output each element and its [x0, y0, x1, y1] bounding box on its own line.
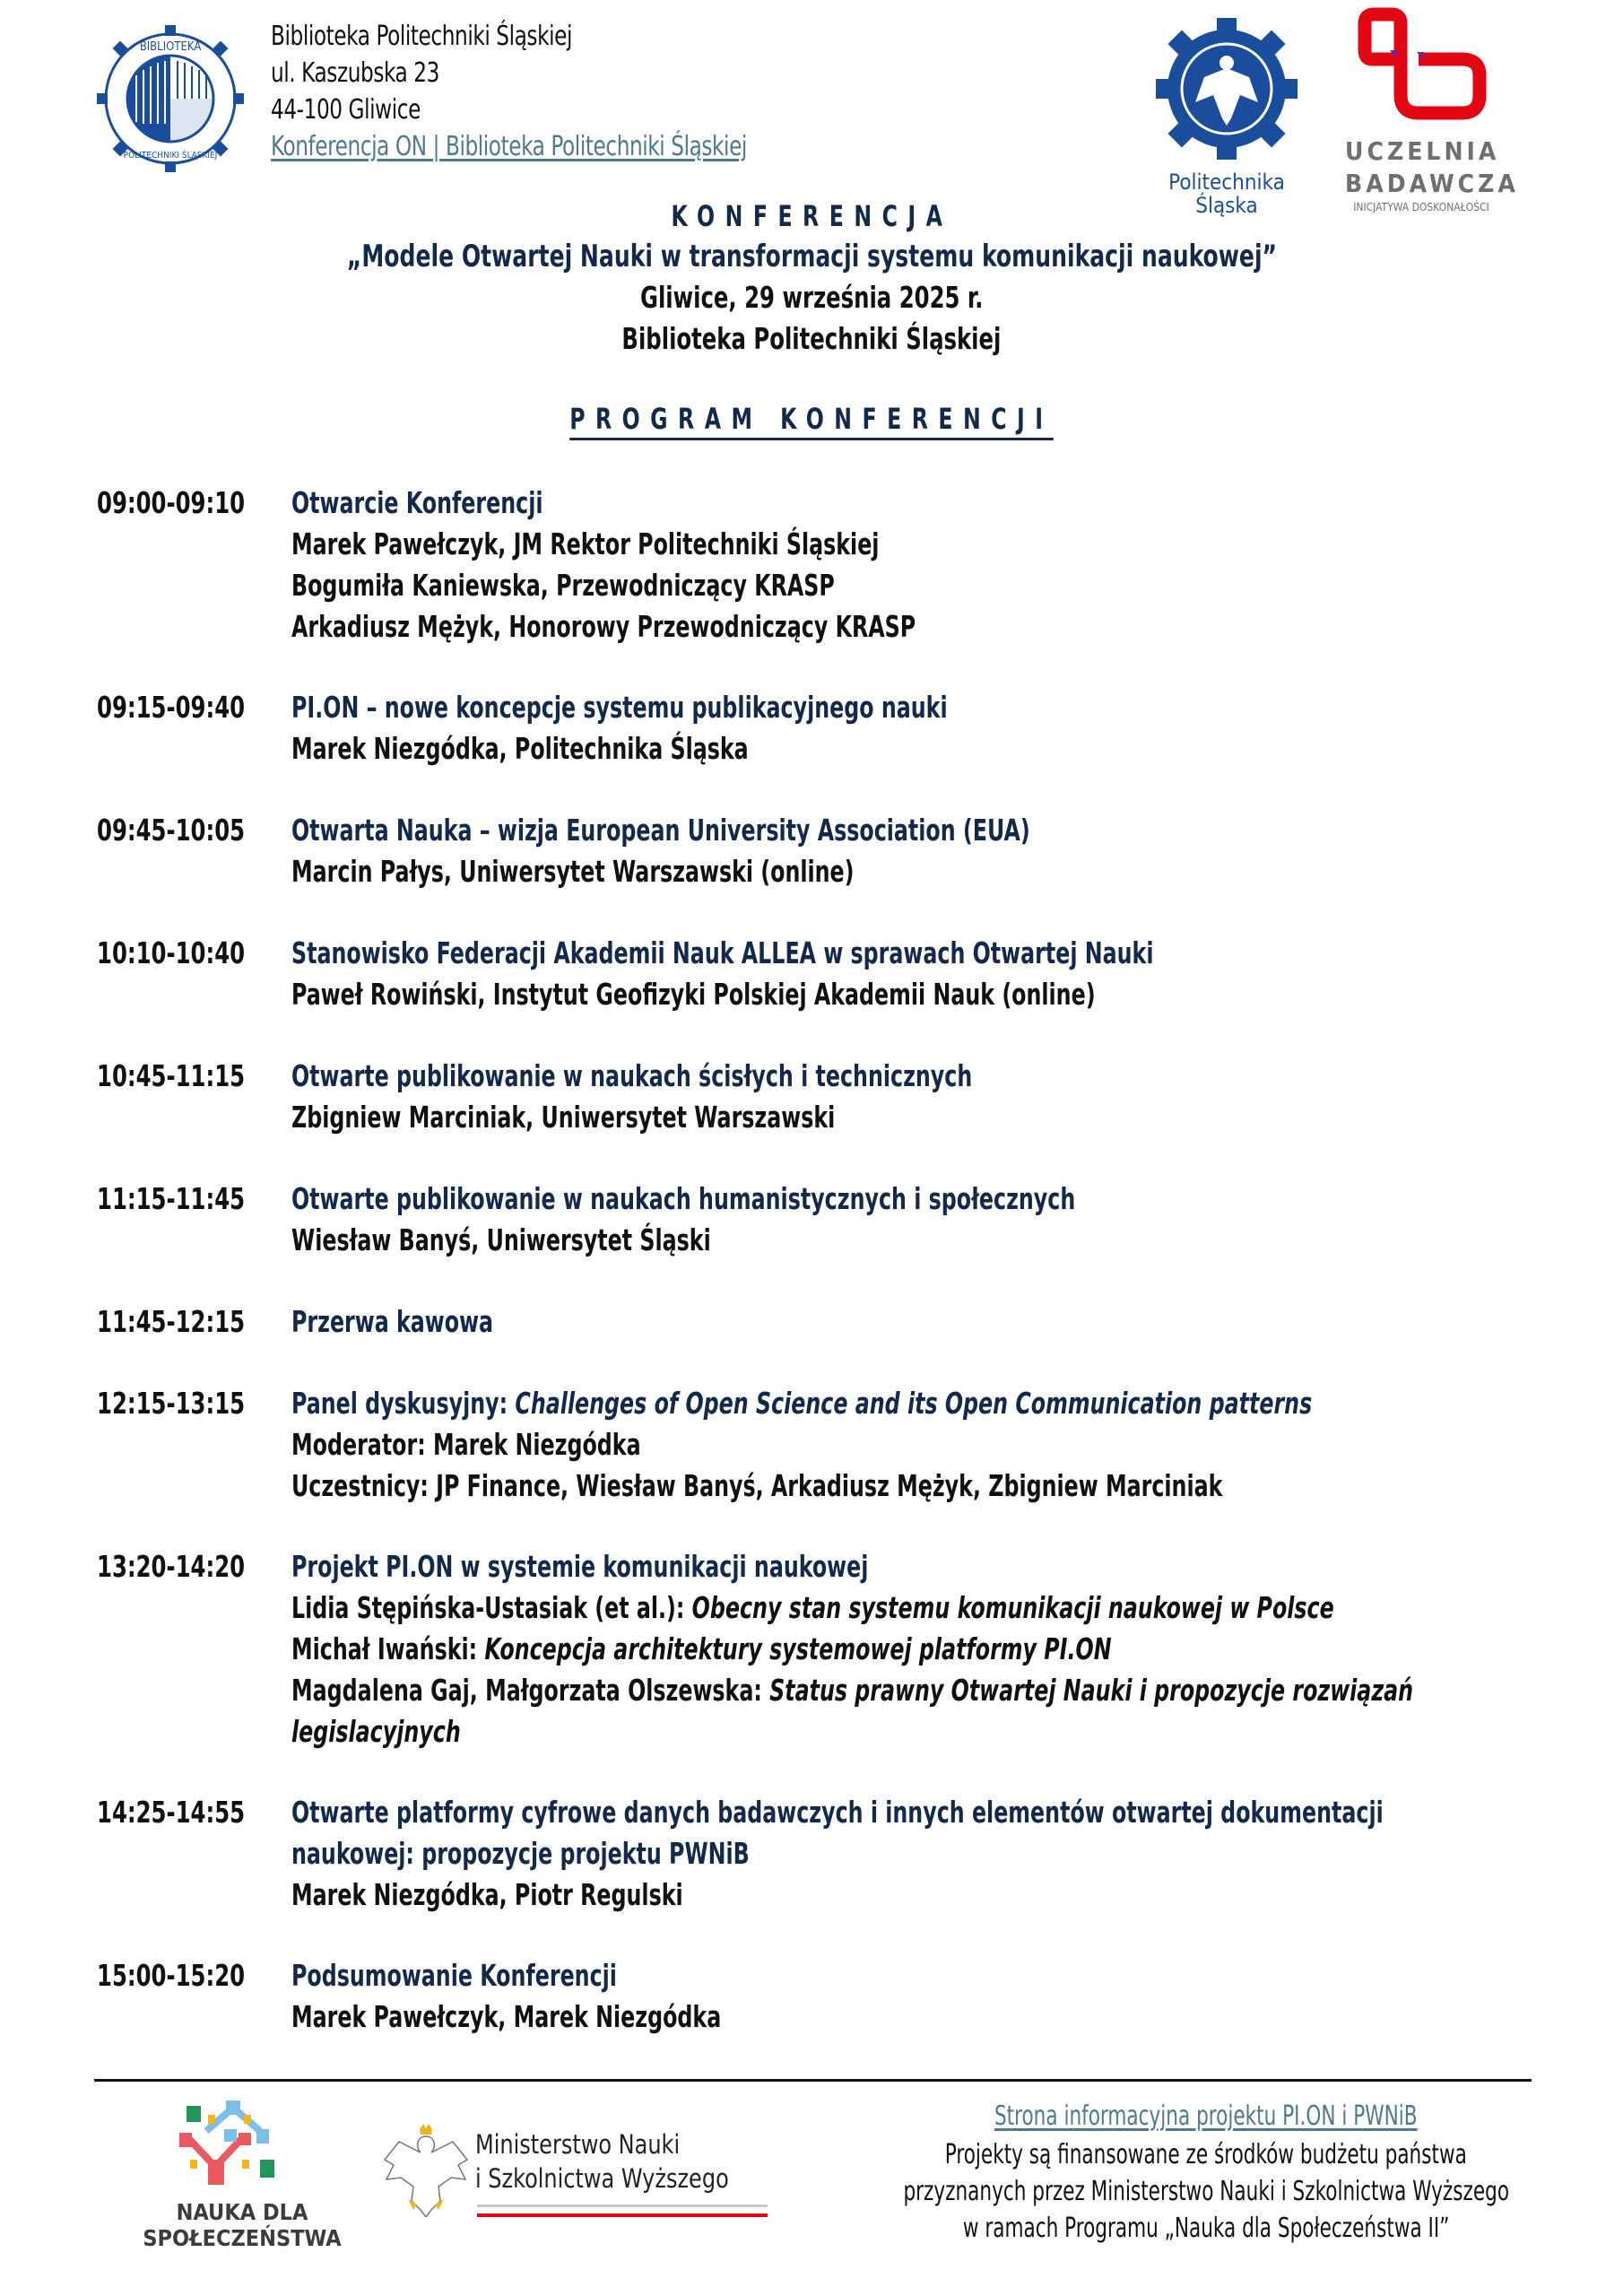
session-time: 11:45-12:15	[97, 1304, 246, 1339]
session-time: 12:15-13:15	[97, 1386, 246, 1421]
session-speaker: Marek Niezgódka, Politechnika Śląska	[291, 731, 749, 766]
library-logo	[95, 23, 246, 174]
session-title-continued: naukowej: propozycje projektu PWNiB	[291, 1836, 750, 1871]
talk-topic-continued: legislacyjnych	[291, 1714, 461, 1749]
funding-line-text: Projekty są finansowane ze środków budżetu państwa	[944, 2139, 1468, 2170]
conference-place-text: Biblioteka Politechniki Śląskiej	[621, 321, 1002, 356]
session-title: Otwarte publikowanie w naukach ścisłych i technicznych	[291, 1058, 973, 1093]
session-title: Otwarte platformy cyfrowe danych badawczych i innych elementów otwartej dokumentacji	[291, 1795, 1384, 1830]
politechnika-logo-line2: Śląska	[1195, 193, 1258, 218]
conference-title	[0, 239, 1623, 274]
session-speaker: Zbigniew Marciniak, Uniwersytet Warszawski	[291, 1100, 836, 1135]
ub-logo-line3: INICJATYWA DOSKONAŁOŚCI	[1353, 201, 1489, 213]
library-logo-top-text: BIBLIOTEKA	[139, 40, 202, 54]
white-eagle-icon	[381, 2124, 471, 2217]
nds-logo-line2: SPOŁECZEŃSTWA	[143, 2225, 342, 2251]
institution-name: Biblioteka Politechniki Śląskiej	[271, 21, 573, 52]
conference-date	[0, 280, 1623, 315]
session-title: Panel dyskusyjny:	[291, 1386, 516, 1421]
program-heading-text: PROGRAM KONFERENCJI	[569, 402, 1053, 440]
polish-eagle-emblem	[381, 2124, 471, 2217]
program-heading	[0, 402, 1623, 440]
flag-white-stripe	[477, 2205, 768, 2207]
session-speaker: Marcin Pałys, Uniwersytet Warszawski (online)	[291, 854, 855, 889]
conference-kicker-text: KONFERENCJA	[671, 199, 952, 233]
session-time: 09:45-10:05	[97, 813, 246, 848]
nauka-dla-spoleczenstwa-icon	[170, 2095, 314, 2194]
funding-line	[789, 2136, 1623, 2173]
conference-kicker	[0, 199, 1623, 233]
session-speaker: Paweł Rowiński, Instytut Geofizyki Polskiej Akademii Nauk (online)	[291, 977, 1096, 1012]
ub-logo-line1: UCZELNIA	[1345, 136, 1500, 166]
conference-place	[0, 321, 1623, 356]
flag-red-stripe	[477, 2213, 768, 2217]
session-title: Otwarta Nauka – wizja European University Association (EUA)	[291, 813, 1030, 848]
session-moderator: Moderator: Marek Niezgódka	[291, 1427, 641, 1462]
session-time: 09:15-09:40	[97, 690, 246, 725]
talk-speaker: Michał Iwański:	[291, 1631, 485, 1666]
ministry-logo-text	[475, 2127, 751, 2196]
institution-city: 44-100 Gliwice	[271, 94, 421, 126]
session-speaker: Marek Niezgódka, Piotr Regulski	[291, 1877, 683, 1912]
session-speaker: Bogumiła Kaniewska, Przewodniczący KRASP	[291, 568, 835, 603]
funding-line	[789, 2210, 1623, 2247]
conference-date-text: Gliwice, 29 września 2025 r.	[639, 280, 984, 315]
session-time: 15:00-15:20	[97, 1958, 246, 1993]
session-title: Przerwa kawowa	[291, 1304, 494, 1339]
ministry-flag-bar	[477, 2205, 768, 2217]
talk-topic: Koncepcja architektury systemowej platformy PI.ON	[484, 1631, 1112, 1666]
funding-line-text: przyznanych przez Ministerstwo Nauki i Szkolnictwa Wyższego	[903, 2176, 1509, 2207]
session-speaker: Wiesław Banyś, Uniwersytet Śląski	[291, 1222, 711, 1257]
talk-speaker: Lidia Stępińska-Ustasiak (et al.):	[291, 1590, 692, 1625]
session-time: 10:45-11:15	[97, 1058, 246, 1093]
nauka-dla-spoleczenstwa-label	[117, 2199, 368, 2251]
conference-page-link[interactable]: Konferencja ON | Biblioteka Politechniki Śląskiej	[271, 131, 747, 162]
funding-line-text: w ramach Programu „Nauka dla Społeczeństwa II”	[962, 2213, 1450, 2244]
session-title: Projekt PI.ON w systemie komunikacji naukowej	[291, 1549, 869, 1584]
funding-line	[789, 2173, 1623, 2210]
session-title: Stanowisko Federacji Akademii Nauk ALLEA w sprawach Otwartej Nauki	[291, 935, 1154, 970]
session-speaker: Marek Pawełczyk, Marek Niezgódka	[291, 1999, 722, 2034]
session-speaker: Arkadiusz Mężyk, Honorowy Przewodniczący KRASP	[291, 609, 916, 644]
session-speaker: Marek Pawełczyk, JM Rektor Politechniki Śląskiej	[291, 526, 880, 561]
footer-divider	[94, 2079, 1532, 2082]
ministry-line2: i Szkolnictwa Wyższego	[475, 2163, 729, 2194]
library-logo-bottom-text: POLITECHNIKI ŚLĄSKIEJ	[123, 151, 218, 161]
politechnika-slaska-logo	[1150, 13, 1303, 219]
politechnika-gear-eagle-icon	[1150, 13, 1303, 165]
politechnika-logo-line1: Politechnika	[1168, 170, 1285, 195]
project-info-link-text[interactable]: Strona informacyjna projektu PI.ON i PWNiB	[994, 2100, 1418, 2132]
nauka-dla-spoleczenstwa-logo	[170, 2095, 314, 2194]
session-title: PI.ON – nowe koncepcje systemu publikacyjnego nauki	[291, 690, 948, 725]
institution-address	[271, 18, 824, 165]
session-time: 14:25-14:55	[97, 1795, 246, 1830]
session-title: Otwarte publikowanie w naukach humanistycznych i społecznych	[291, 1181, 1076, 1216]
session-time: 13:20-14:20	[97, 1549, 246, 1584]
institution-street: ul. Kaszubska 23	[271, 57, 439, 89]
ministry-line1: Ministerstwo Nauki	[475, 2129, 681, 2160]
session-title: Otwarcie Konferencji	[291, 485, 543, 520]
session-title: Podsumowanie Konferencji	[291, 1958, 617, 1993]
conference-title-text: „Modele Otwartej Nauki w transformacji systemu komunikacji naukowej”	[346, 239, 1277, 274]
session-time: 11:15-11:45	[97, 1181, 246, 1216]
talk-topic: Status prawny Otwartej Nauki i propozycje rozwiązań	[769, 1673, 1414, 1708]
talk-speaker: Magdalena Gaj, Małgorzata Olszewska:	[291, 1673, 770, 1708]
session-time: 10:10-10:40	[97, 935, 246, 970]
uczelnia-badawcza-ribbon-icon	[1345, 5, 1506, 122]
uczelnia-badawcza-logo	[1345, 5, 1519, 221]
talk-topic: Obecny stan systemu komunikacji naukowej w Polsce	[691, 1590, 1334, 1625]
nds-logo-line1: NAUKA DLA	[176, 2199, 308, 2225]
session-time: 09:00-09:10	[97, 485, 246, 520]
library-gear-emblem-icon	[95, 23, 246, 174]
project-info-link[interactable]	[789, 2100, 1623, 2132]
session-title-italic: Challenges of Open Science and its Open Communication patterns	[515, 1386, 1313, 1421]
ub-logo-line2: BADAWCZA	[1345, 169, 1519, 198]
session-participants: Uczestnicy: JP Finance, Wiesław Banyś, Arkadiusz Mężyk, Zbigniew Marciniak	[291, 1468, 1223, 1503]
